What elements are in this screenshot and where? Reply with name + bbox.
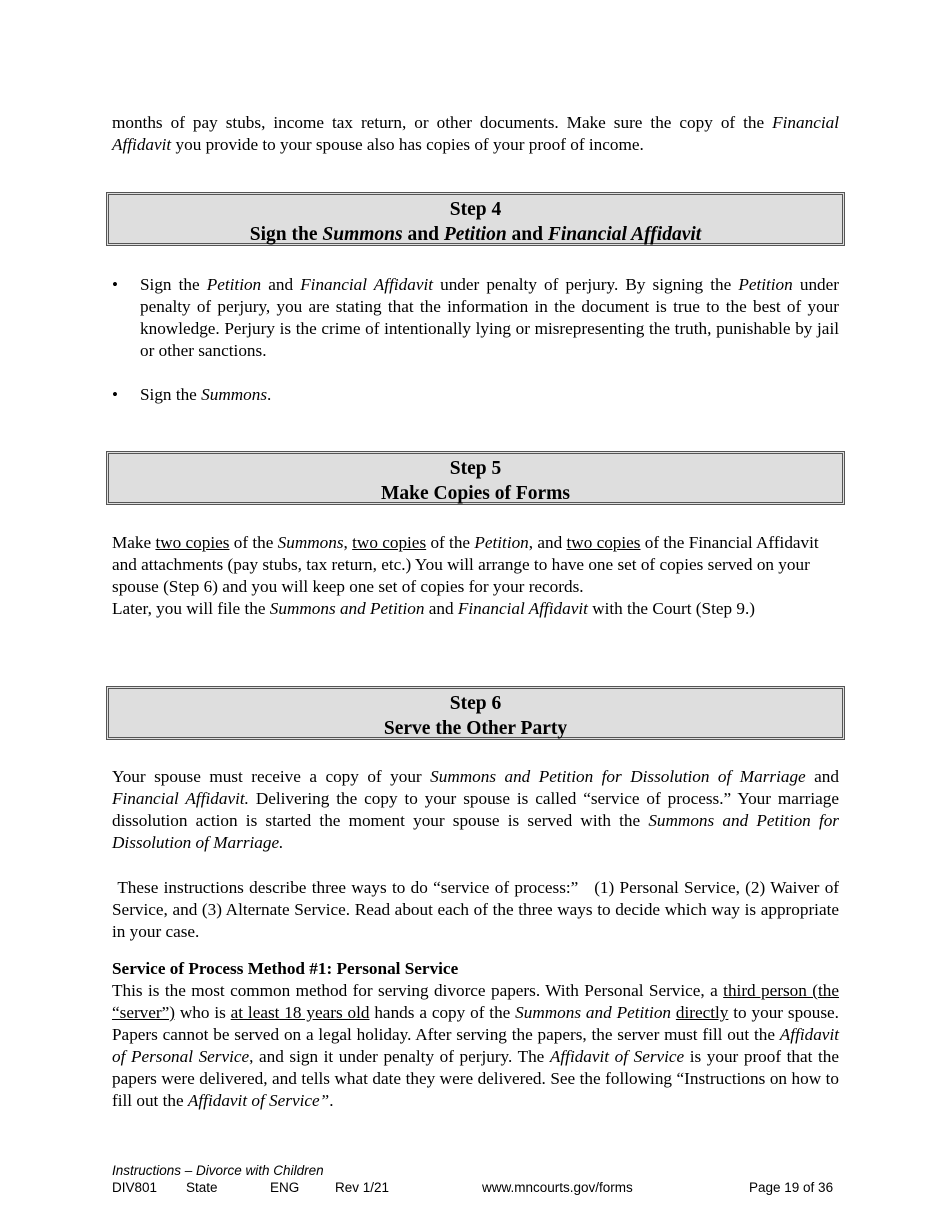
step-5-title: Make Copies of Forms [380, 483, 570, 504]
step-4-heading: Step 4 [449, 199, 502, 220]
footer-website: www.mncourts.gov/forms [482, 1180, 633, 1195]
step-6-title: Serve the Other Party [383, 718, 568, 739]
footer-form-id: DIV801 [112, 1180, 158, 1195]
method-1-paragraph: This is the most common method for serving divorce papers. With Personal Service, a third person (the “server”) who is at least 18 years old hands a copy of the Summons and Petition directly to your spouse. Papers cannot be served on a legal holiday. After serving the papers, the server must fill out the Affidavit of Personal Service, and sign it under penalty of perjury. The Affidavit of Service is your proof that the papers were delivered, and tells what date they were delivered. See the following “Instructions on how to fill out the Affidavit of Service”. [112, 981, 839, 1110]
method-1-heading: Service of Process Method #1: Personal Service [112, 959, 459, 978]
footer-revision: Rev 1/21 [335, 1180, 390, 1195]
step-5-heading: Step 5 [449, 458, 502, 479]
step-5-header [106, 451, 845, 505]
step-6-header [106, 686, 845, 740]
footer-jurisdiction: State [186, 1180, 218, 1195]
list-item: • Sign the Petition and Financial Affidavit under penalty of perjury. By signing the Petition under penalty of perjury, you are stating that the information in the document is true to the best of your knowledge. Perjury is the crime of intentionally lying or misrepresenting the truth, punishable by jail or other sanctions. [112, 275, 839, 360]
intro-paragraph: months of pay stubs, income tax return, or other documents. Make sure the copy of the Financial Affidavit you provide to your spouse also has copies of your proof of income. [112, 113, 839, 154]
page-footer [112, 1162, 839, 1196]
bullet-icon: • [112, 275, 118, 294]
step-6-paragraph-2: These instructions describe three ways to do “service of process:” (1) Personal Service, (2) Waiver of Service, and (3) Alternate Service. Read about each of the three ways to decide which way is appropriate in your case. [112, 878, 844, 941]
footer-page-number: Page 19 of 36 [749, 1180, 834, 1195]
footer-language: ENG [270, 1180, 300, 1195]
step-4-bullet-list [112, 274, 839, 406]
step-4-title: Sign the Summons and Petition and Financial Affidavit [249, 224, 702, 245]
step-6-paragraph-1: Your spouse must receive a copy of your Summons and Petition for Dissolution of Marriage and Financial Affidavit. Delivering the copy to your spouse is called “service of process.” Your marriage dissolution action is started the moment your spouse is served with the Summons and Petition for Dissolution of Marriage. [112, 767, 839, 852]
step-6-heading: Step 6 [449, 693, 502, 714]
step-4-header [106, 192, 845, 246]
footer-meta-row [112, 1179, 839, 1196]
footer-doc-title: Instructions – Divorce with Children [112, 1163, 324, 1178]
list-item: • Sign the Summons. [112, 385, 272, 404]
bullet-icon: • [112, 385, 118, 404]
step-5-paragraph: Make two copies of the Summons, two copies of the Petition, and two copies of the Financial Affidavit and attachments (pay stubs, tax return, etc.) You will arrange to have one set of copies served on your spouse (Step 6) and you will keep one set of copies for your records. Later, you will file the Summons and Petition and Financial Affidavit with the Court (Step 9.) [112, 533, 819, 618]
